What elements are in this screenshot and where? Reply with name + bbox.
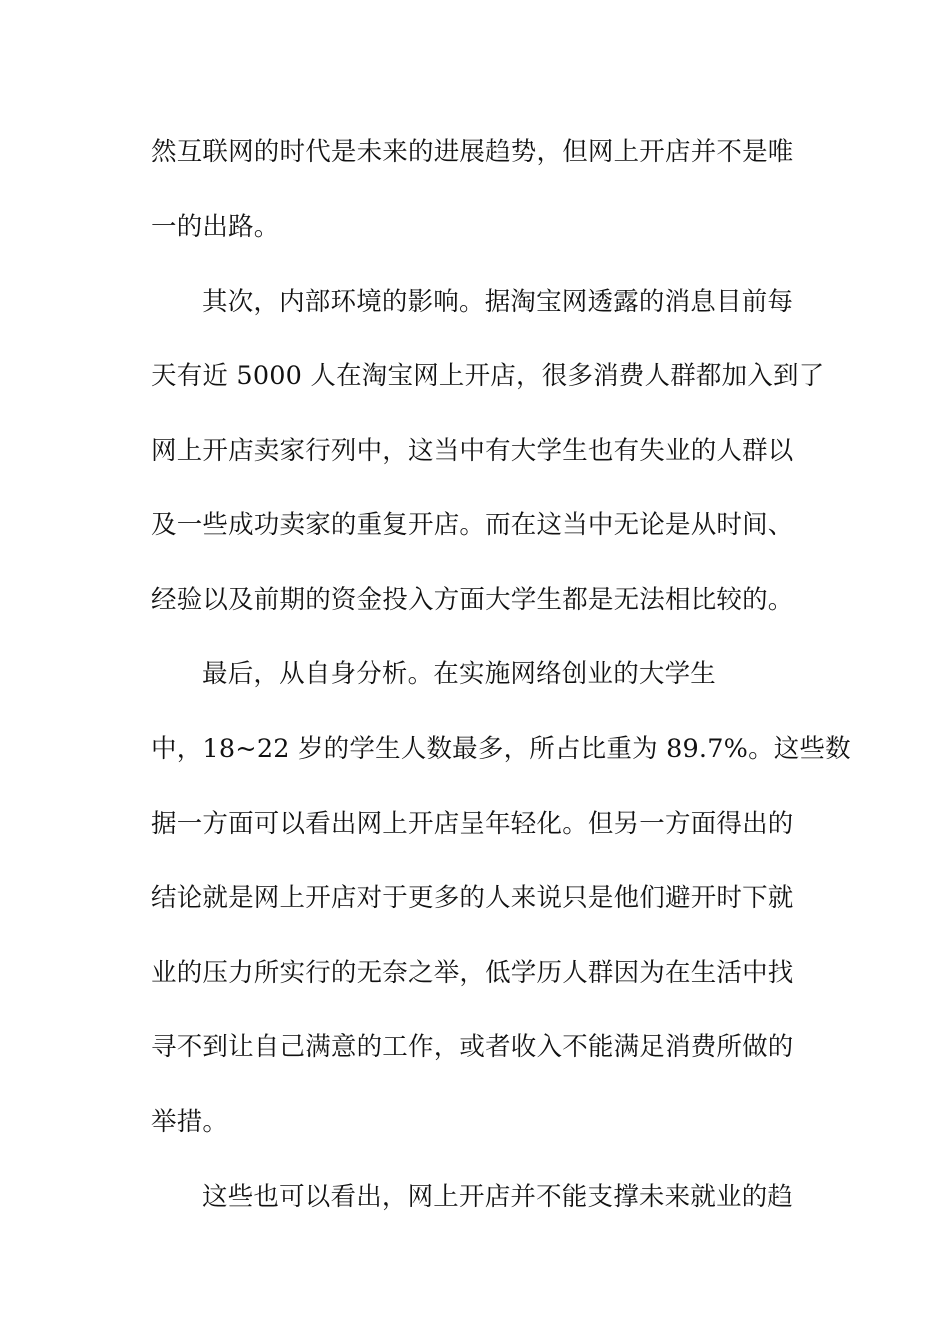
text-line: 然互联网的时代是未来的进展趋势，但网上开店并不是唯 <box>151 137 794 167</box>
paragraph-start-line: 最后，从自身分析。在实施网络创业的大学生 <box>202 659 717 689</box>
text-line: 中，18~22 岁的学生人数最多，所占比重为 89.7%。这些数 <box>151 734 851 764</box>
text-line: 据一方面可以看出网上开店呈年轻化。但另一方面得出的 <box>151 809 794 839</box>
text-line: 网上开店卖家行列中，这当中有大学生也有失业的人群以 <box>151 436 794 466</box>
text-line: 及一些成功卖家的重复开店。而在这当中无论是从时间、 <box>151 510 794 540</box>
text-line: 业的压力所实行的无奈之举，低学历人群因为在生活中找 <box>151 958 794 988</box>
paragraph-start-line: 其次，内部环境的影响。据淘宝网透露的消息目前每 <box>202 287 794 317</box>
paragraph-start-line: 这些也可以看出，网上开店并不能支撑未来就业的趋 <box>202 1182 794 1212</box>
text-line: 经验以及前期的资金投入方面大学生都是无法相比较的。 <box>151 585 794 615</box>
text-line: 寻不到让自己满意的工作，或者收入不能满足消费所做的 <box>151 1032 794 1062</box>
text-line: 天有近 5000 人在淘宝网上开店，很多消费人群都加入到了 <box>151 361 825 391</box>
text-line: 结论就是网上开店对于更多的人来说只是他们避开时下就 <box>151 883 794 913</box>
text-line: 举措。 <box>151 1107 229 1137</box>
text-line: 一的出路。 <box>151 212 280 242</box>
